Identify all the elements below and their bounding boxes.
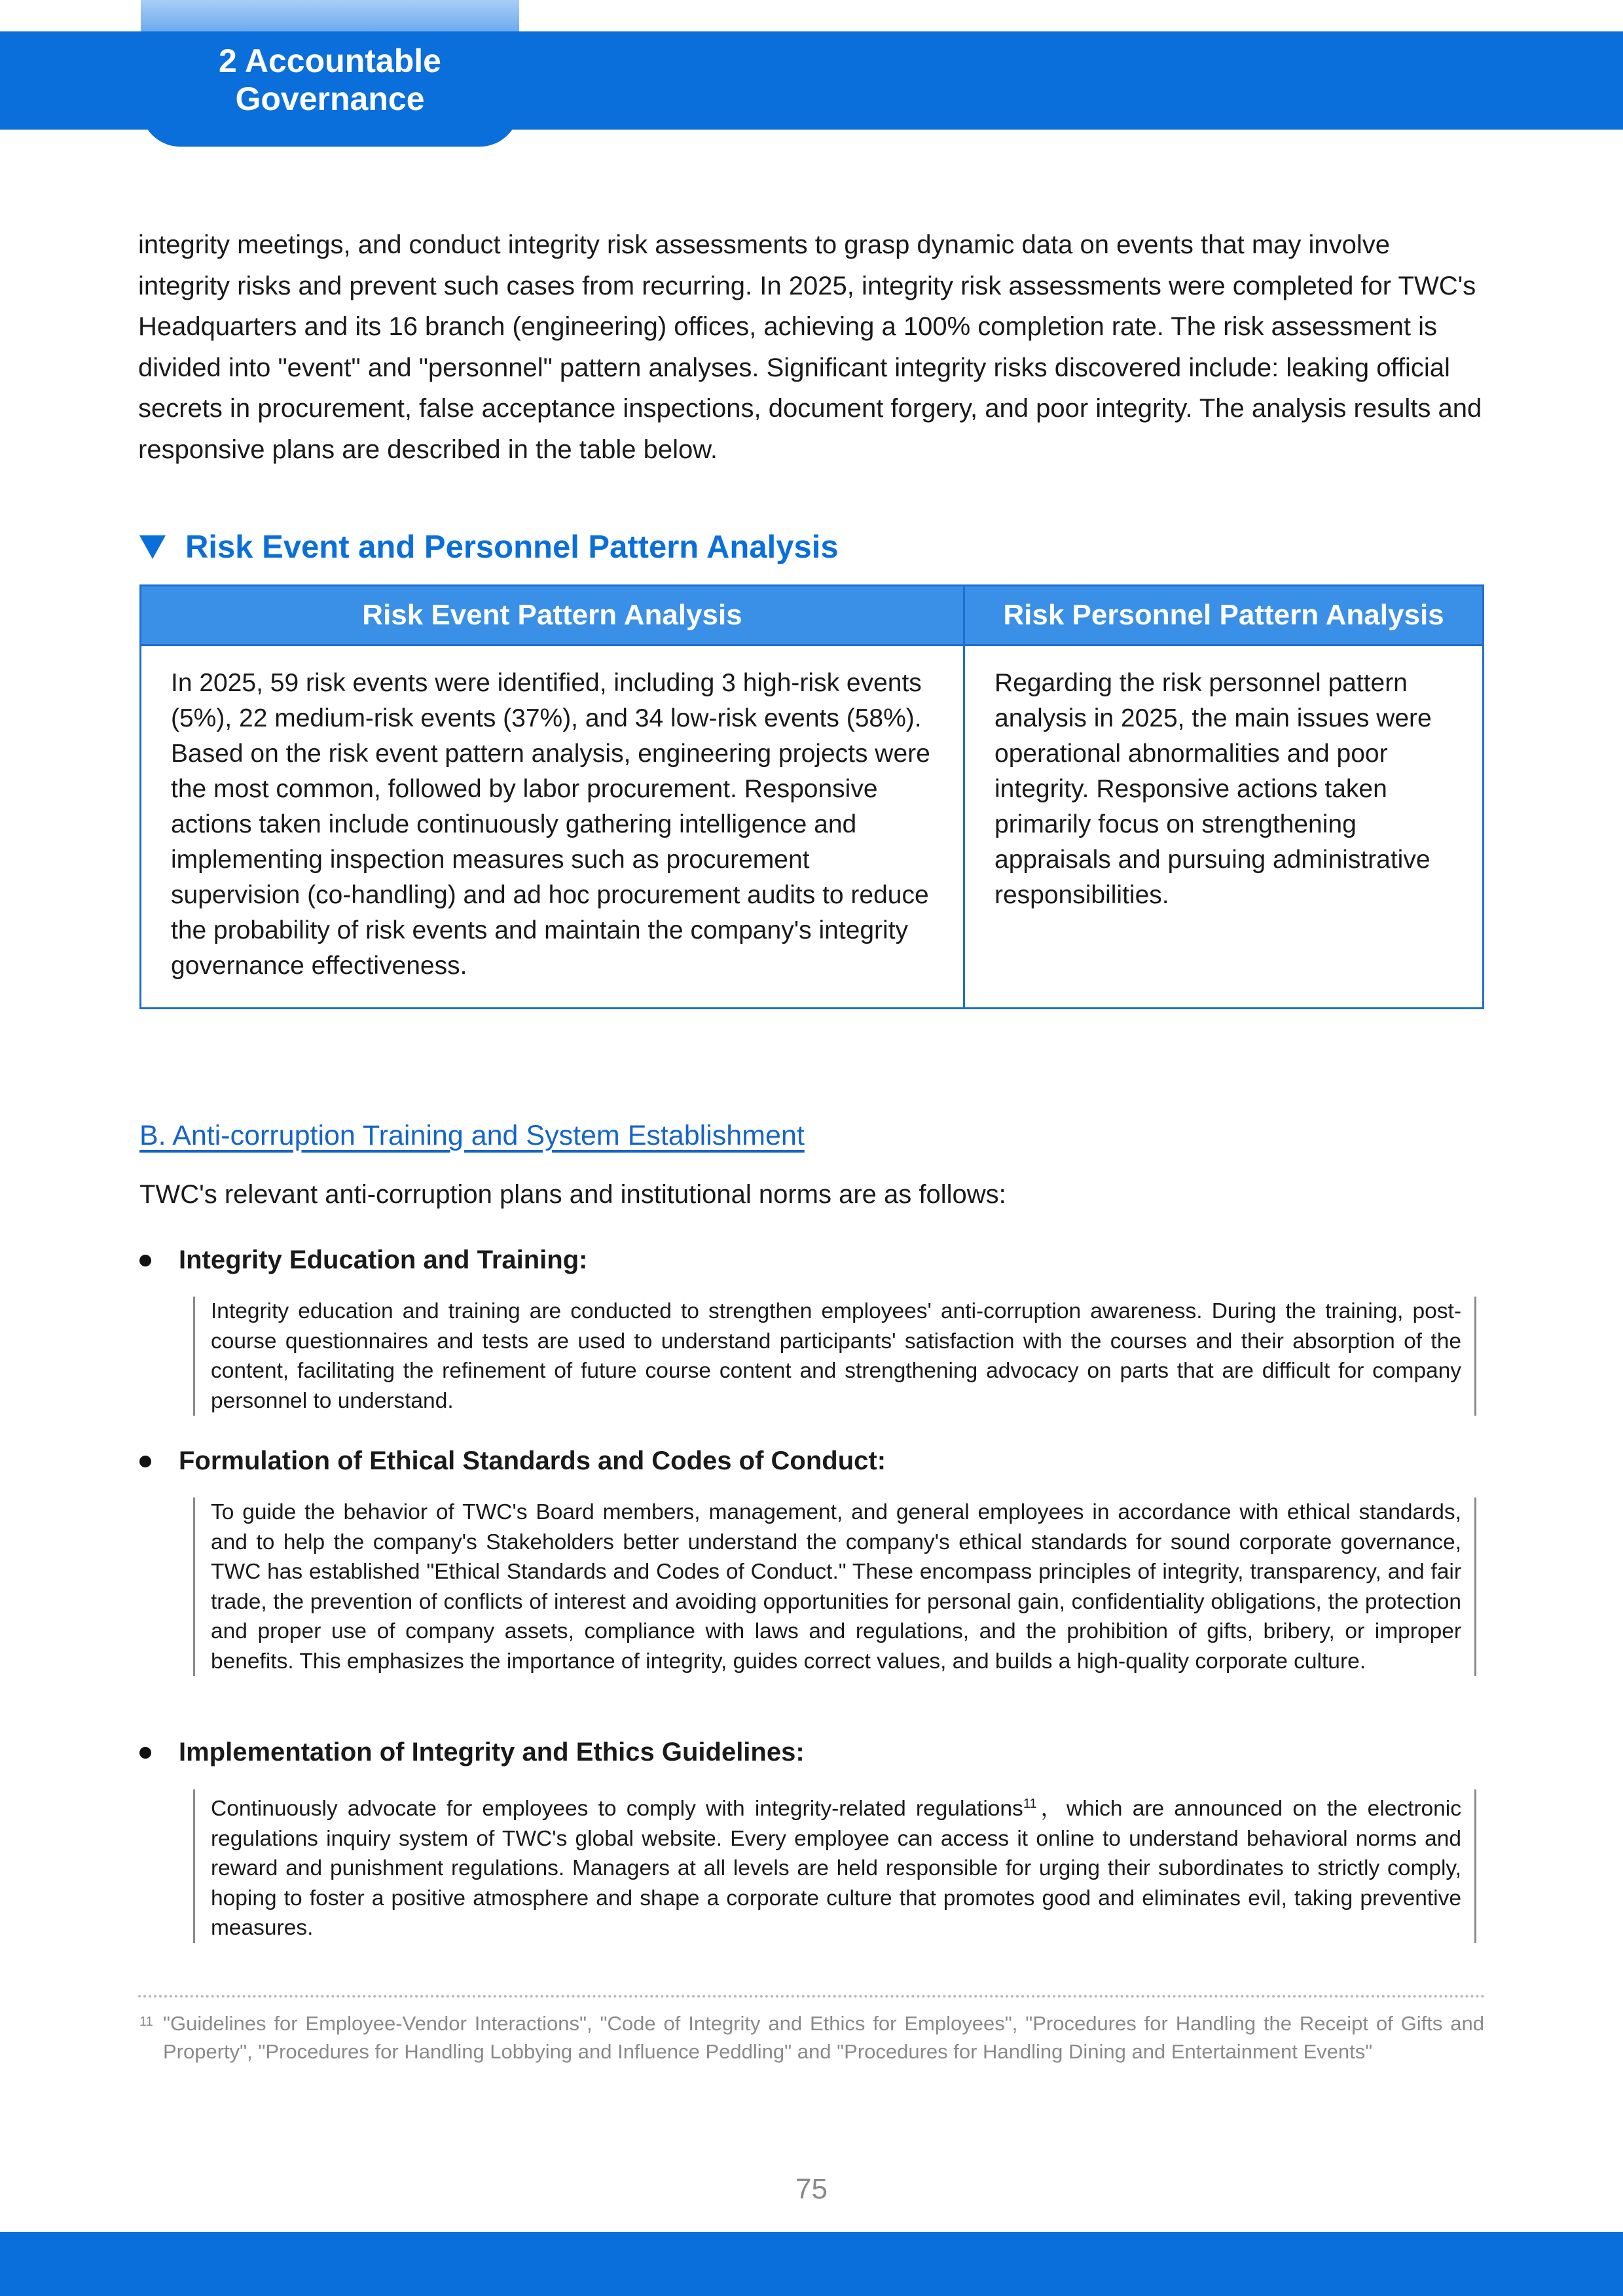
- section-tab: [141, 31, 519, 147]
- bullet-item-guidelines: [139, 1738, 805, 1767]
- bullet-icon: [139, 1456, 151, 1467]
- table-header-row: [141, 586, 1484, 645]
- intro-paragraph: integrity meetings, and conduct integrity risk assessments to grasp dynamic data on events that may involve integrity risks and prevent such cases from recurring. In 2025, integrity risk assessments were completed for TWC's Headquarters and its 16 branch (engineering) offices, achieving a 100% completion rate. The risk assessment is divided into "event" and "personnel" pattern analyses. Significant integrity risks discovered include: leaking official secrets in procurement, false acceptance inspections, document forgery, and poor integrity. The analysis results and responsive plans are described in the table below.: [138, 230, 1482, 464]
- section-b-heading: B. Anti-corruption Training and System Establishment: [139, 1120, 805, 1151]
- bullet-title: Implementation of Integrity and Ethics Guidelines:: [179, 1738, 805, 1767]
- bullet-body-training: Integrity education and training are conducted to strengthen employees' anti-corruption awareness. During the training, post-course questionnaires and tests are used to understand participants' satisfaction with the courses and their absorption of the content, facilitating the refinement of future course content and strengthening advocacy on parts that are difficult for company personnel to understand.: [193, 1297, 1476, 1416]
- footnote: [139, 2009, 1484, 2066]
- event-analysis-cell: In 2025, 59 risk events were identified, including 3 high-risk events (5%), 22 medium-risk events (37%), and 34 low-risk events (58%). Based on the risk event pattern analysis, engineering projects were the most common, followed by labor procurement. Responsive actions taken include continuously gathering intelligence and implementing inspection measures such as procurement supervision (co-handling) and ad hoc procurement audits to reduce the probability of risk events and maintain the company's integrity governance effectiveness.: [141, 645, 964, 1009]
- bullet-item-training: [139, 1246, 587, 1275]
- bullet-body-guidelines: [193, 1789, 1476, 1943]
- section-b-lead: TWC's relevant anti-corruption plans and institutional norms are as follows:: [139, 1180, 1006, 1209]
- footnote-number: 11: [139, 2015, 153, 2029]
- bullet-icon: [139, 1747, 151, 1759]
- bullet-body-ethics-codes: To guide the behavior of TWC's Board members, management, and general employees in accordance with ethical standards, and to help the company's Stakeholders better understand the company's ethical standards for sound corporate governance, TWC has established "Ethical Standards and Codes of Conduct." These encompass principles of integrity, transparency, and fair trade, the prevention of conflicts of interest and avoiding opportunities for personal gain, confidentiality obligations, the protection and proper use of company assets, compliance with laws and regulations, and the prohibition of gifts, bribery, or improper benefits. This emphasizes the importance of integrity, guides correct values, and builds a high-quality corporate culture.: [193, 1498, 1476, 1676]
- bullet-title: Formulation of Ethical Standards and Codes of Conduct:: [179, 1446, 886, 1475]
- bullet-item-ethics-codes: [139, 1446, 886, 1476]
- footnote-divider: [138, 1995, 1486, 1998]
- table-row: [141, 645, 1484, 1009]
- section-tab-line1: 2 Accountable: [219, 43, 441, 79]
- bullet-icon: [139, 1255, 151, 1266]
- personnel-analysis-cell: Regarding the risk personnel pattern analysis in 2025, the main issues were operational abnormalities and poor integrity. Responsive actions taken primarily focus on strengthening appraisals and pursuing administrative responsibilities.: [964, 645, 1484, 1009]
- footnote-text: "Guidelines for Employee-Vendor Interactions", "Code of Integrity and Ethics for Employees", "Procedures for Handling the Receipt of Gifts and Property", "Procedures for Handling Lobbying and Influence Peddling" and "Procedures for Handling Dining and Entertainment Events": [163, 2012, 1484, 2063]
- guidelines-text-part2: ，which are announced on the electronic regulations inquiry system of TWC's global website. Every employee can access it online to understand behavioral norms and reward and punishment regulations. Managers at all levels are held responsible for urging their subordinates to strictly comply, hoping to foster a positive atmosphere and shape a corporate culture that promotes good and eliminates evil, taking preventive measures.: [211, 1797, 1461, 1941]
- footer-band: [0, 2232, 1623, 2296]
- guidelines-text-part1: Continuously advocate for employees to comply with integrity-related regulations: [211, 1797, 1023, 1821]
- table-section-title: [139, 529, 839, 565]
- triangle-down-icon: [139, 535, 166, 559]
- footnote-reference: 11: [1023, 1797, 1037, 1811]
- page-number: 75: [795, 2173, 828, 2205]
- risk-analysis-table: [139, 584, 1484, 1009]
- column-header-event: Risk Event Pattern Analysis: [141, 586, 964, 645]
- column-header-personnel: Risk Personnel Pattern Analysis: [964, 586, 1484, 645]
- bullet-title: Integrity Education and Training:: [179, 1246, 588, 1274]
- table-section-title-text: Risk Event and Personnel Pattern Analysis: [185, 529, 839, 565]
- section-tab-line2: Governance: [235, 81, 425, 117]
